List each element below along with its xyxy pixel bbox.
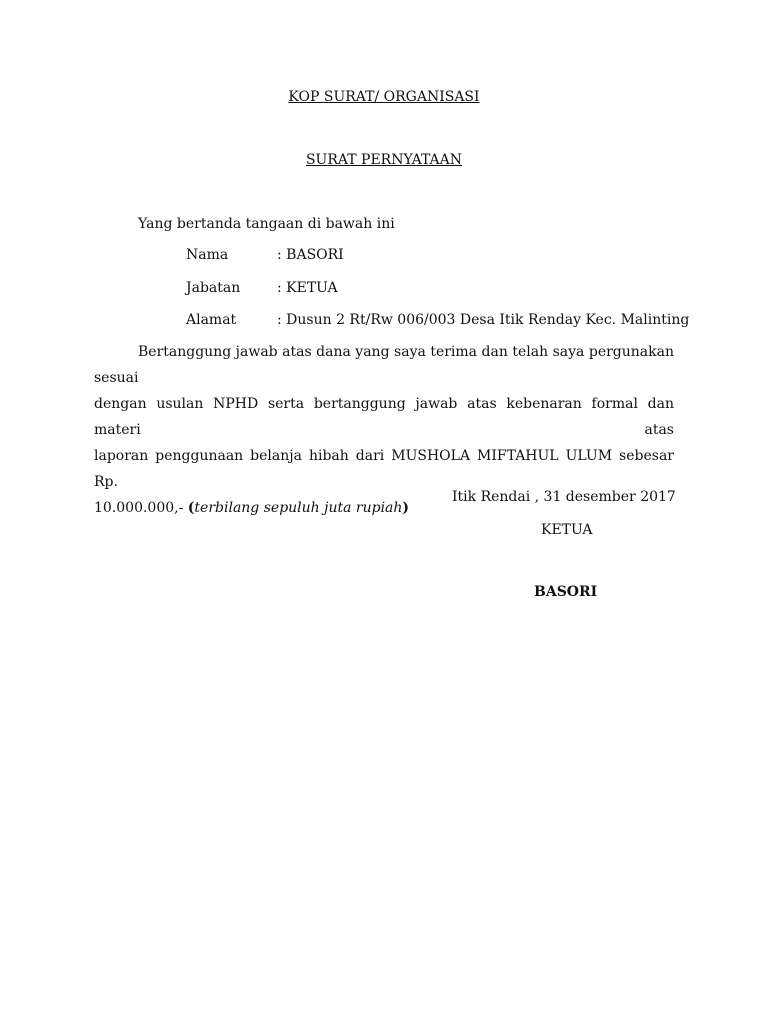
- close-paren: ): [402, 500, 410, 516]
- field-label-alamat: Alamat: [186, 312, 237, 328]
- amount-value: 10.000.000,-: [94, 500, 188, 516]
- open-paren: (: [187, 500, 195, 516]
- field-value-alamat: : Dusun 2 Rt/Rw 006/003 Desa Itik Renday Kec. Malinting: [277, 312, 690, 328]
- signature-name: BASORI: [534, 584, 598, 600]
- field-value-jabatan: : KETUA: [277, 280, 338, 296]
- statement-line-1: Bertanggung jawab atas dana yang saya terima dan telah saya pergunakan sesuai: [94, 344, 674, 386]
- intro-text: Yang bertanda tangaan di bawah ini: [138, 216, 395, 232]
- amount-in-words: terbilang sepuluh juta rupiah: [194, 500, 403, 516]
- document-title: SURAT PERNYATAAN: [305, 152, 463, 168]
- statement-line-2: dengan usulan NPHD serta bertanggung jawab atas kebenaran formal dan materi atas: [94, 396, 674, 438]
- field-label-nama: Nama: [186, 247, 229, 263]
- signature-position: KETUA: [541, 522, 593, 538]
- field-label-jabatan: Jabatan: [186, 280, 241, 296]
- place-date: Itik Rendai , 31 desember 2017: [452, 489, 676, 505]
- statement-line-3: laporan penggunaan belanja hibah dari MUSHOLA MIFTAHUL ULUM sebesar Rp.: [94, 448, 674, 490]
- field-value-nama: : BASORI: [277, 247, 344, 263]
- letterhead-title: KOP SURAT/ ORGANISASI: [288, 89, 480, 105]
